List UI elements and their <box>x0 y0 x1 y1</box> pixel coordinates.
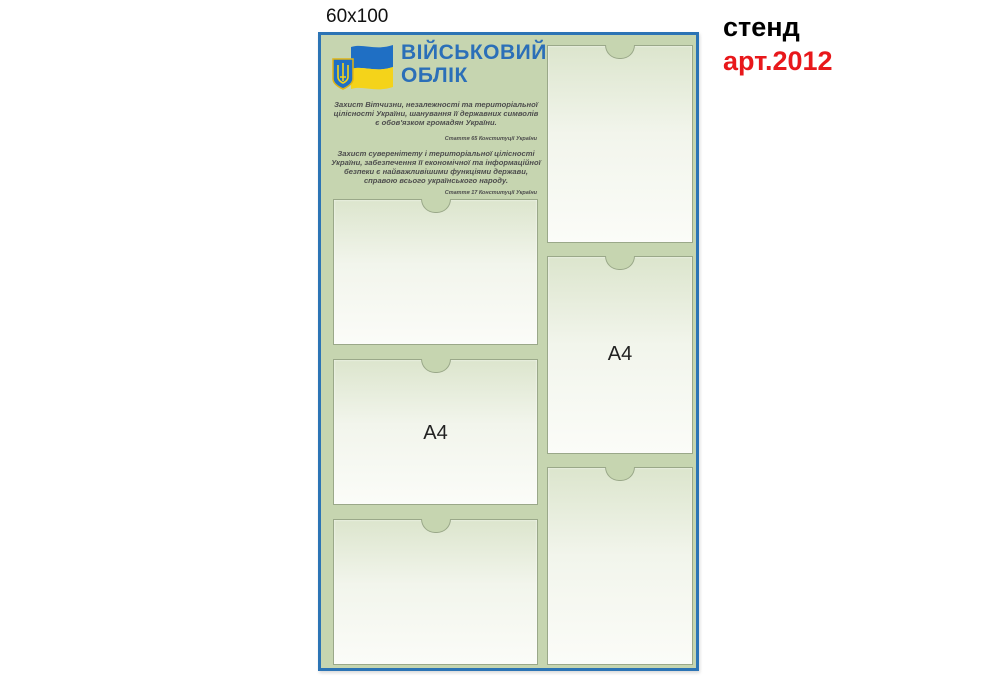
pocket-notch <box>421 199 451 213</box>
info-stand-board <box>318 32 699 671</box>
constitution-citation-2: Стаття 17 Конституції України <box>444 190 537 196</box>
document-pocket-right-1 <box>547 45 693 243</box>
pocket-notch <box>605 256 635 270</box>
pocket-notch <box>605 467 635 481</box>
document-pocket-left-2 <box>333 359 538 505</box>
document-pocket-left-3 <box>333 519 538 665</box>
constitution-quote-1: Захист Вітчизни, незалежності та територіальної цілісності України, шанування її державних символів є обов'язком громадян України. <box>333 100 539 127</box>
pocket-notch <box>421 359 451 373</box>
pocket-notch <box>605 45 635 59</box>
article-code: арт.2012 <box>723 46 833 76</box>
size-label: 60x100 <box>326 6 389 27</box>
document-pocket-left-1 <box>333 199 538 345</box>
document-pocket-right-2 <box>547 256 693 454</box>
document-pocket-right-3 <box>547 467 693 665</box>
pocket-size-label: A4 <box>423 422 448 444</box>
stand-header <box>325 37 545 197</box>
constitution-citation-1: Стаття 65 Конституції України <box>444 136 537 142</box>
stand-word: стенд <box>723 12 800 42</box>
stand-title-line-2: ОБЛІК <box>401 64 468 87</box>
constitution-quote-2: Захист суверенітету і територіальної цілісності України, забезпечення її економічної та інформаційної безпеки є найважливішими функціями держави, справою всього українського народу. <box>331 149 541 185</box>
stand-title-line-1: ВІЙСЬКОВИЙ <box>401 41 547 64</box>
pocket-notch <box>421 519 451 533</box>
pocket-size-label: A4 <box>607 343 633 365</box>
ukraine-flag-trident-icon <box>329 41 397 91</box>
